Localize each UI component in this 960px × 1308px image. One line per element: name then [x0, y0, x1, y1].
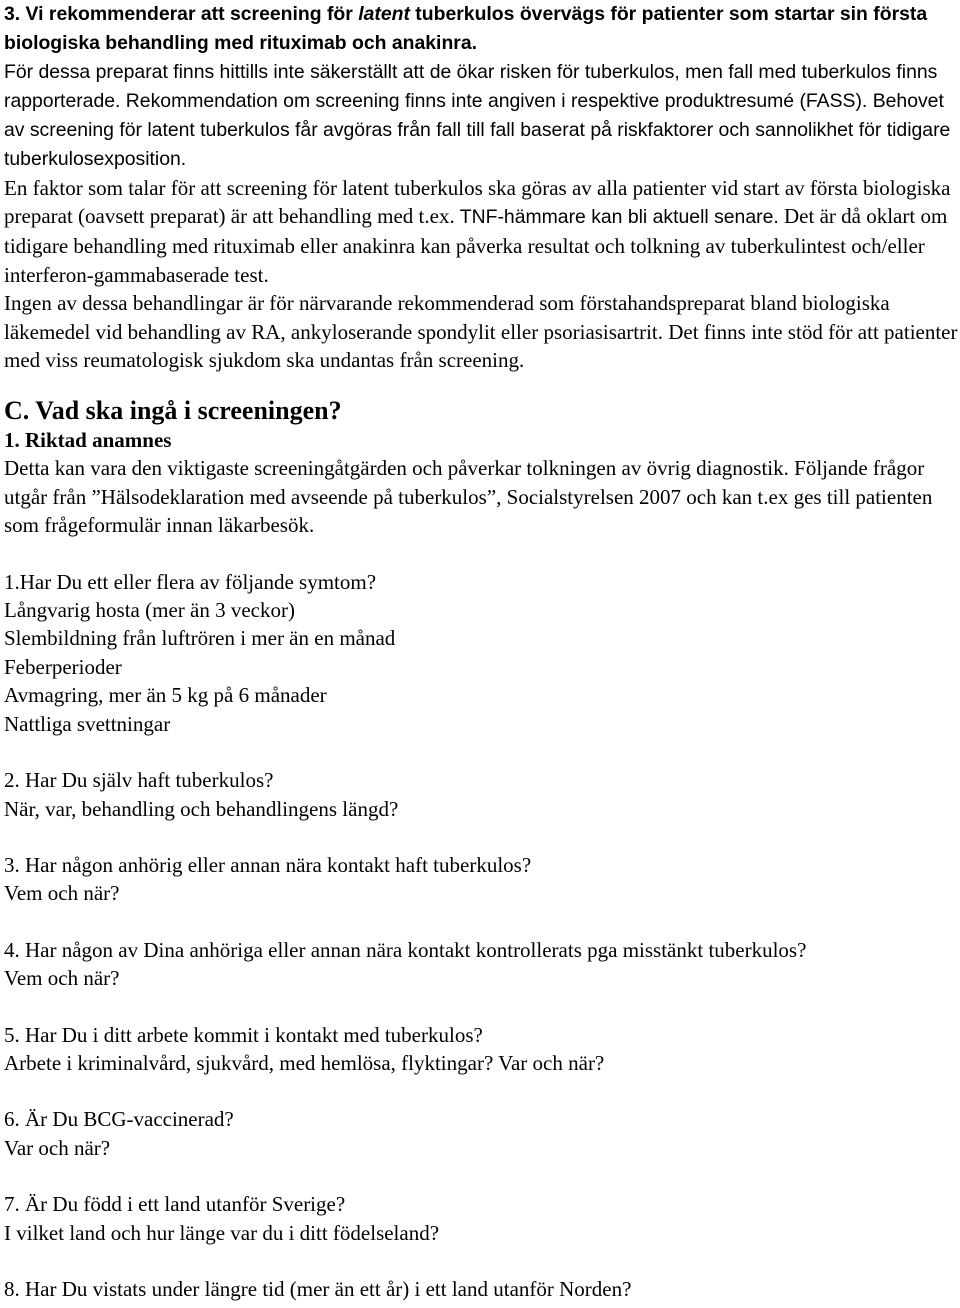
question-3: 3. Har någon anhörig eller annan nära kontakt haft tuberkulos? [4, 852, 532, 877]
question-6: 6. Är Du BCG-vaccinerad? [4, 1107, 234, 1132]
symptom-item: Avmagring, mer än 5 kg på 6 månader [4, 683, 327, 708]
paragraph-faktor-text-b: Det är då oklart om tidigare behandling med rituximab eller anakinra kan påverka resultat och tolkning av tuberkulintest och/eller interferon-gammabaserade test. [4, 204, 948, 287]
question-8: 8. Har Du vistats under längre tid (mer än ett år) i ett land utanför Norden? [4, 1276, 632, 1301]
heading-emphasis: latent [358, 3, 410, 25]
symptom-item: Nattliga svettningar [4, 711, 171, 736]
question-6-followup: Var och när? [4, 1135, 111, 1160]
paragraph-faktor-text: En faktor som talar för att screening för latent tuberkulos ska göras av alla patienter vid start av första biologiska preparat (oavsett preparat) är att behandling med t.ex. [4, 176, 951, 229]
paragraph-faktor-tnf: TNF-hämmare kan bli aktuell senare. [454, 206, 779, 229]
question-5-followup: Arbete i kriminalvård, sjukvård, med hemlösa, flyktingar? Var och när? [4, 1050, 605, 1075]
document-page [4, 0, 958, 1303]
subsection-heading: 1. Riktad anamnes [4, 428, 172, 453]
question-4: 4. Har någon av Dina anhöriga eller annan nära kontakt kontrollerats pga misstänkt tuberkulos? [4, 937, 807, 962]
heading-text-cont: tuberkulos övervägs för patienter som startar sin första biologiska behandling med rituximab och anakinra. [4, 3, 928, 54]
symptom-item: Slembildning från luftrören i mer än en månad [4, 626, 396, 651]
section-3-heading [4, 0, 958, 58]
question-1: 1.Har Du ett eller flera av följande symtom? [4, 569, 377, 594]
paragraph-ingen: Ingen av dessa behandlingar är för närvarande rekommenderad som förstahandspreparat bland biologiska läkemedel vid behandling av RA, ankyloserande spondylit eller psoriasisartrit. Det finns inte stöd för att patienter med viss reumatologisk sjukdom ska undantas från screening. [4, 291, 958, 373]
question-4-followup: Vem och när? [4, 966, 120, 991]
section-c-heading: C. Vad ska ingå i screeningen? [4, 396, 342, 426]
paragraph-fass: För dessa preparat finns hittills inte säkerställt att de ökar risken för tuberkulos, men fall med tuberkulos finns rapporterade. Rekommendation om screening finns inte angiven i respektive produktresumé (FASS). Behovet av screening för latent tuberkulos får avgöras från fall till fall baserat på riskfaktorer och sannolikhet för tidigare tuberkulosexposition. [4, 61, 951, 170]
symptom-item: Långvarig hosta (mer än 3 veckor) [4, 598, 295, 623]
question-2: 2. Har Du själv haft tuberkulos? [4, 768, 274, 793]
intro-paragraph: Detta kan vara den viktigaste screeningåtgärden och påverkar tolkningen av övrig diagnostik. Följande frågor utgår från ”Hälsodeklaration med avseende på tuberkulos”, Socialstyrelsen 2007 och kan t.ex ges till patienten som frågeformulär innan läkarbesök. [4, 456, 933, 538]
question-2-followup: När, var, behandling och behandlingens längd? [4, 796, 399, 821]
question-3-followup: Vem och när? [4, 881, 120, 906]
symptom-item: Feberperioder [4, 654, 122, 679]
question-5: 5. Har Du i ditt arbete kommit i kontakt med tuberkulos? [4, 1022, 483, 1047]
heading-text: 3. Vi rekommenderar att screening för [4, 3, 359, 25]
question-7: 7. Är Du född i ett land utanför Sverige? [4, 1192, 346, 1217]
question-7-followup: I vilket land och hur länge var du i ditt födelseland? [4, 1220, 440, 1245]
paragraph-faktor [4, 174, 958, 289]
